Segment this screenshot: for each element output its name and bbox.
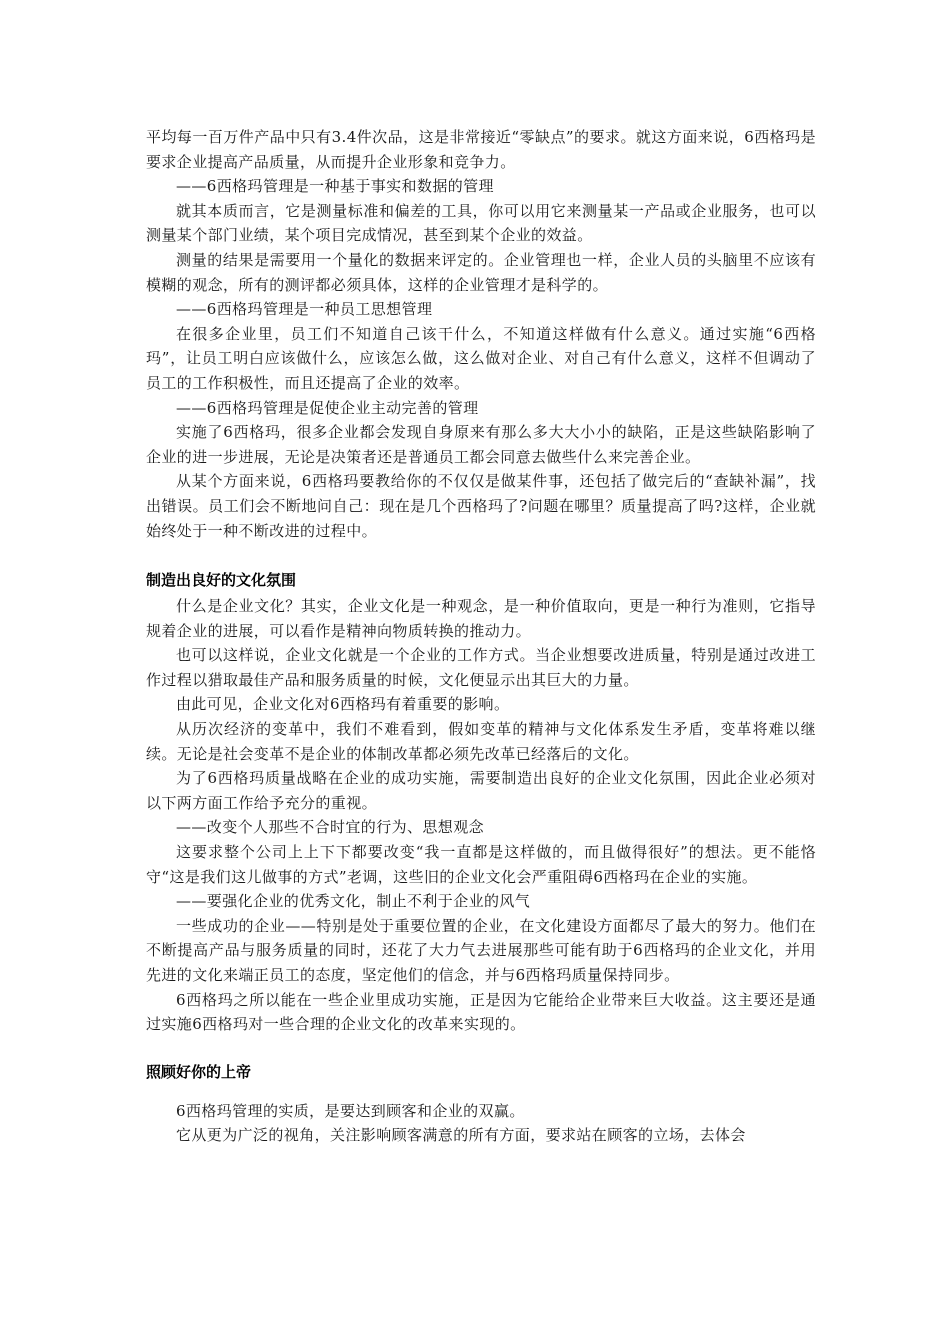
paragraph: 平均每一百万件产品中只有3.4件次品，这是非常接近“零缺点”的要求。就这方面来说，6西格玛是要求企业提高产品质量，从而提升企业形象和竞争力。 [146,128,816,171]
document-body [146,125,816,1148]
paragraph: 6西格玛管理的实质，是要达到顾客和企业的双赢。 [176,1101,525,1120]
paragraph: 由此可见，企业文化对6西格玛有着重要的影响。 [176,695,510,714]
paragraph: 一些成功的企业——特别是处于重要位置的企业，在文化建设方面都尽了最大的努力。他们在不断提高产品与服务质量的同时，还花了大力气去进展那些可能有助于6西格玛的企业文化，并用先进的文化来端正员工的态度，坚定他们的信念，并与6西格玛质量保持同步。 [146,916,816,984]
paragraph: 从历次经济的变革中，我们不难看到，假如变革的精神与文化体系发生矛盾，变革将难以继续。无论是社会变革不是企业的体制改革都必须先改革已经落后的文化。 [146,720,816,763]
paragraph: 就其本质而言，它是测量标准和偏差的工具，你可以用它来测量某一产品或企业服务，也可以测量某个部门业绩，某个项目完成情况，甚至到某个企业的效益。 [146,201,816,245]
section-intro [146,125,816,543]
paragraph: 也可以这样说，企业文化就是一个企业的工作方式。当企业想要改进质量，特别是通过改进工作过程以猎取最佳产品和服务质量的时候，文化便显示出其巨大的力量。 [146,646,816,689]
subheading-dash: ——6西格玛管理是一种员工思想管理 [176,300,433,319]
paragraph: 测量的结果是需要用一个量化的数据来评定的。企业管理也一样，企业人员的头脑里不应该有模糊的观念，所有的测评都必须具体，这样的企业管理才是科学的。 [146,250,816,294]
section-heading-culture: 制造出良好的文化氛围 [146,571,297,590]
paragraph: 从某个方面来说，6西格玛要教给你的不仅仅是做某件事，还包括了做完后的“查缺补漏”，找出错误。员工们会不断地问自己：现在是几个西格玛了?问题在哪里？质量提高了吗?这样，企业就始终处于一种不断改进的过程中。 [146,472,816,540]
paragraph: 它从更为广泛的视角，关注影响顾客满意的所有方面，要求站在顾客的立场，去体会 [176,1126,746,1145]
paragraph: 6西格玛之所以能在一些企业里成功实施，正是因为它能给企业带来巨大收益。这主要还是通过实施6西格玛对一些合理的企业文化的改革来实现的。 [146,990,816,1034]
subheading-dash: ——要强化企业的优秀文化，制止不利于企业的风气 [176,892,531,911]
paragraph: 在很多企业里，员工们不知道自己该干什么，不知道这样做有什么意义。通过实施“6西格玛”，让员工明白应该做什么，应该怎么做，这么做对企业、对自己有什么意义，这样不但调动了员工的工作积极性，而且还提高了企业的效率。 [146,324,816,392]
paragraph: 什么是企业文化？其实，企业文化是一种观念，是一种价值取向，更是一种行为准则，它指导规着企业的进展，可以看作是精神向物质转换的推动力。 [146,597,816,640]
subheading-dash: ——6西格玛管理是促使企业主动完善的管理 [176,398,479,417]
section-heading-customer: 照顾好你的上帝 [146,1062,252,1081]
section-customer [146,1099,816,1148]
paragraph: 这要求整个公司上上下下都要改变“我一直都是这样做的，而且做得很好”的想法。更不能恪守“这是我们这儿做事的方式”老调，这些旧的企业文化会严重阻碍6西格玛在企业的实施。 [146,843,816,886]
subheading-dash: ——改变个人那些不合时宜的行为、思想观念 [176,818,485,837]
paragraph: 为了6西格玛质量战略在企业的成功实施，需要制造出良好的企业文化氛围，因此企业必须对以下两方面工作给予充分的重视。 [146,769,816,812]
paragraph: 实施了6西格玛，很多企业都会发现自身原来有那么多大大小小的缺陷，正是这些缺陷影响了企业的进一步进展，无论是决策者还是普通员工都会同意去做些什么来完善企业。 [146,423,816,466]
section-culture [146,594,816,1037]
subheading-dash: ——6西格玛管理是一种基于事实和数据的管理 [176,177,494,196]
